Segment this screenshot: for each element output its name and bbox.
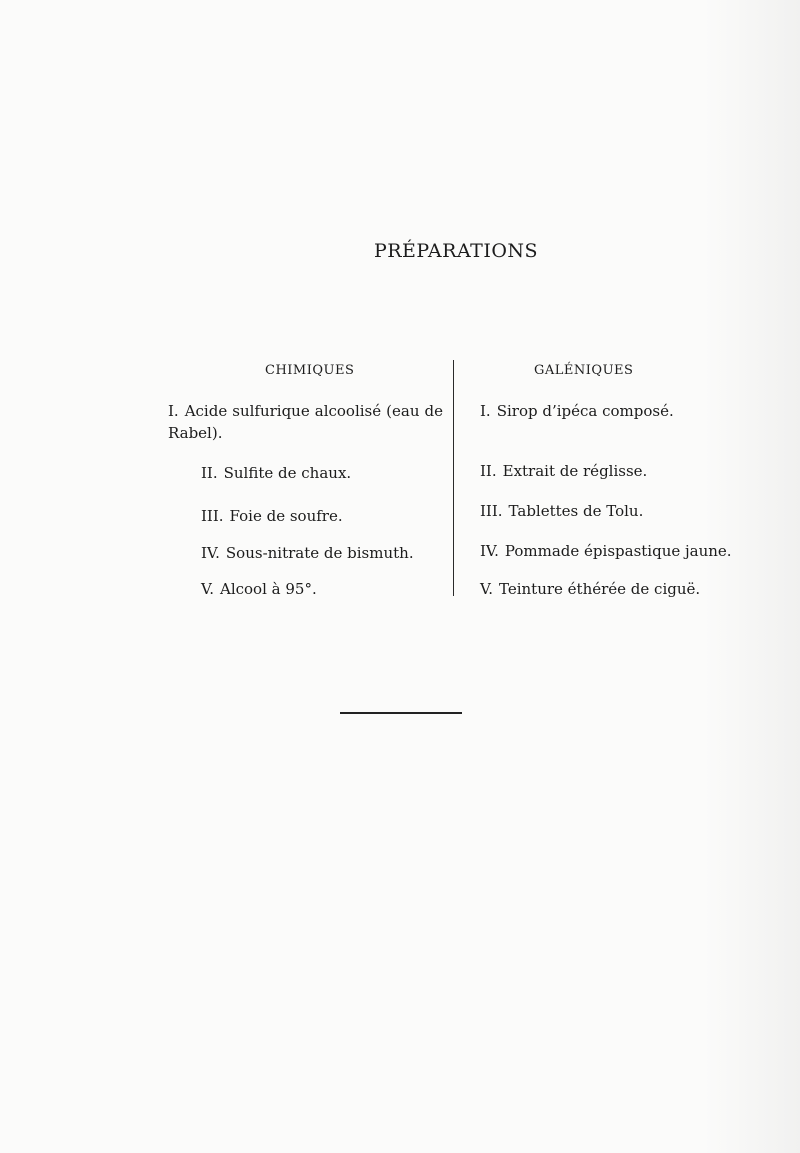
- item-text: Tablettes de Tolu.: [508, 502, 644, 520]
- list-item: [480, 460, 647, 482]
- list-item: [480, 400, 674, 422]
- item-number: I.: [168, 402, 179, 420]
- item-number: IV.: [480, 542, 499, 560]
- page-title: PRÉPARATIONS: [373, 240, 539, 262]
- column-divider: [453, 360, 454, 596]
- item-text: Sulfite de chaux.: [223, 464, 352, 482]
- item-text: Acide sulfurique alcoolisé (eau de Rabel).: [168, 402, 443, 442]
- closing-rule: [340, 712, 462, 714]
- item-number: V.: [480, 580, 493, 598]
- galeniques-heading: GALÉNIQUES: [534, 363, 634, 378]
- list-item: [201, 505, 343, 527]
- item-number: V.: [201, 580, 214, 598]
- item-number: III.: [480, 502, 503, 520]
- item-number: I.: [480, 402, 491, 420]
- item-text: Sirop d’ipéca composé.: [496, 402, 674, 420]
- list-item: [480, 578, 700, 600]
- chimiques-heading: CHIMIQUES: [265, 363, 355, 378]
- list-item: [168, 400, 443, 444]
- item-number: II.: [480, 462, 497, 480]
- item-text: Teinture éthérée de ciguë.: [498, 580, 701, 598]
- item-text: Foie de soufre.: [229, 507, 343, 525]
- list-item: [201, 578, 317, 600]
- list-item: [480, 500, 643, 522]
- item-number: IV.: [201, 544, 220, 562]
- item-text: Alcool à 95°.: [219, 580, 317, 598]
- list-item: [480, 540, 732, 562]
- list-item: [201, 542, 414, 564]
- item-text: Extrait de réglisse.: [502, 462, 648, 480]
- item-number: II.: [201, 464, 218, 482]
- item-text: Sous-nitrate de bismuth.: [225, 544, 414, 562]
- list-item: [201, 462, 351, 484]
- item-number: III.: [201, 507, 224, 525]
- item-text: Pommade épispastique jaune.: [504, 542, 732, 560]
